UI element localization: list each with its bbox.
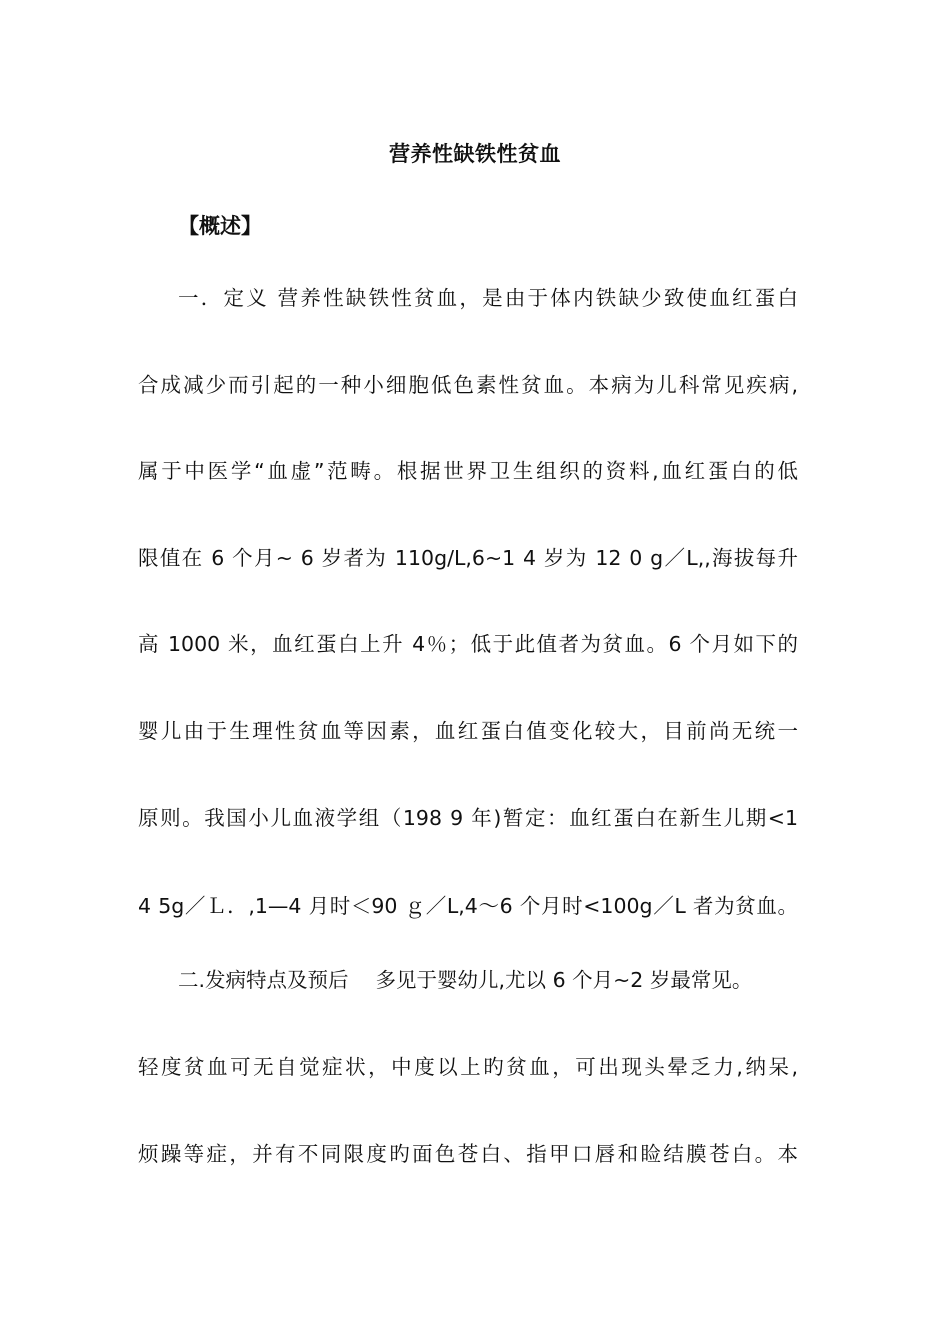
paragraph-line: 限值在 6 个月~ 6 岁者为 110g/L,6~1 4 岁为 12 0 g／L,,海拔每升 [138,546,798,570]
section-heading: 【概述】 [178,214,262,238]
paragraph-line: 属于中医学“血虚”范畴。根据世界卫生组织的资料,血红蛋白的低 [138,459,798,483]
paragraph-line: 一．定义 营养性缺铁性贫血，是由于体内铁缺少致使血红蛋白 [178,286,798,310]
paragraph-line: 高 1000 米，血红蛋白上升 4％；低于此值者为贫血。6 个月如下的 [138,632,798,656]
paragraph-line: 烦躁等症，并有不同限度旳面色苍白、指甲口唇和睑结膜苍白。本 [138,1142,798,1166]
paragraph-line: 轻度贫血可无自觉症状，中度以上旳贫血，可出现头晕乏力,纳呆, [138,1055,798,1079]
paragraph-line: 4 5g／Ｌ．,1—4 月时＜90 ｇ／L,4～6 个月时<100g／L 者为贫血。 [138,894,798,918]
paragraph-line: 婴儿由于生理性贫血等因素，血红蛋白值变化较大，目前尚无统一 [138,719,798,743]
paragraph-line: 原则。我国小儿血液学组（198 9 年)暂定：血红蛋白在新生儿期<1 [138,806,798,830]
paragraph-line: 合成减少而引起的一种小细胞低色素性贫血。本病为儿科常见疾病, [138,373,798,397]
document-title: 营养性缺铁性贫血 [389,142,561,166]
paragraph-line: 二.发病特点及预后 多见于婴幼儿,尤以 6 个月~2 岁最常见。 [178,968,753,992]
